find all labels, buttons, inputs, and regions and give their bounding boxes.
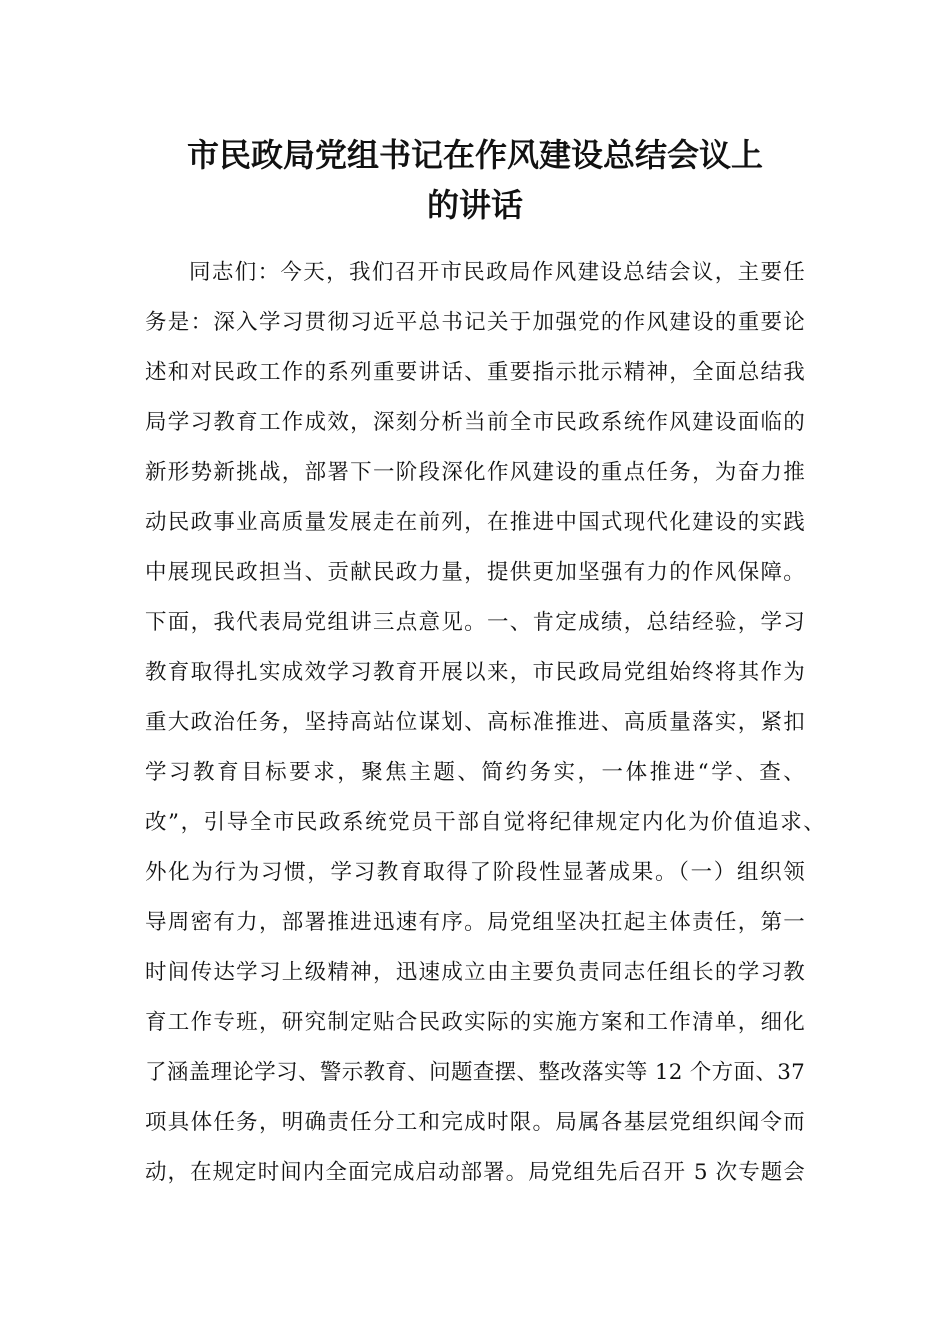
body-line: 动民政事业高质量发展走在前列，在推进中国式现代化建设的实践 (145, 510, 805, 535)
body-line: 育工作专班，研究制定贴合民政实际的实施方案和工作清单，细化 (145, 1010, 805, 1035)
body-line: 局学习教育工作成效，深刻分析当前全市民政系统作风建设面临的 (145, 410, 805, 435)
body-line: 教育取得扎实成效学习教育开展以来，市民政局党组始终将其作为 (145, 660, 805, 685)
body-line: 了涵盖理论学习、警示教育、问题查摆、整改落实等 12 个方面、37 (145, 1060, 805, 1085)
body-line: 下面，我代表局党组讲三点意见。一、肯定成绩，总结经验，学习 (145, 610, 805, 635)
body-line: 中展现民政担当、贡献民政力量，提供更加坚强有力的作风保障。 (145, 560, 805, 585)
body-line: 务是：深入学习贯彻习近平总书记关于加强党的作风建设的重要论 (145, 310, 805, 335)
body-line: 学习教育目标要求，聚焦主题、简约务实，一体推进“学、查、 (145, 760, 805, 785)
body-line: 导周密有力，部署推进迅速有序。局党组坚决扛起主体责任，第一 (145, 910, 805, 935)
body-line: 改”，引导全市民政系统党员干部自觉将纪律规定内化为价值追求、 (145, 810, 825, 835)
body-line: 外化为行为习惯，学习教育取得了阶段性显著成果。（一）组织领 (145, 860, 805, 885)
body-line: 述和对民政工作的系列重要讲话、重要指示批示精神，全面总结我 (145, 360, 805, 385)
body-line: 动，在规定时间内全面完成启动部署。局党组先后召开 5 次专题会 (145, 1160, 805, 1185)
body-line: 重大政治任务，坚持高站位谋划、高标准推进、高质量落实，紧扣 (145, 710, 805, 735)
body-line: 时间传达学习上级精神，迅速成立由主要负责同志任组长的学习教 (145, 960, 805, 985)
body-line: 项具体任务，明确责任分工和完成时限。局属各基层党组织闻令而 (145, 1110, 805, 1135)
body-line: 同志们：今天，我们召开市民政局作风建设总结会议，主要任 (189, 260, 805, 285)
title-line-1: 市民政局党组书记在作风建设总结会议上 (186, 136, 763, 174)
title-line-2: 的讲话 (426, 186, 523, 224)
document-title (0, 130, 950, 230)
body-line: 新形势新挑战，部署下一阶段深化作风建设的重点任务，为奋力推 (145, 460, 805, 485)
document-body (145, 248, 825, 1198)
